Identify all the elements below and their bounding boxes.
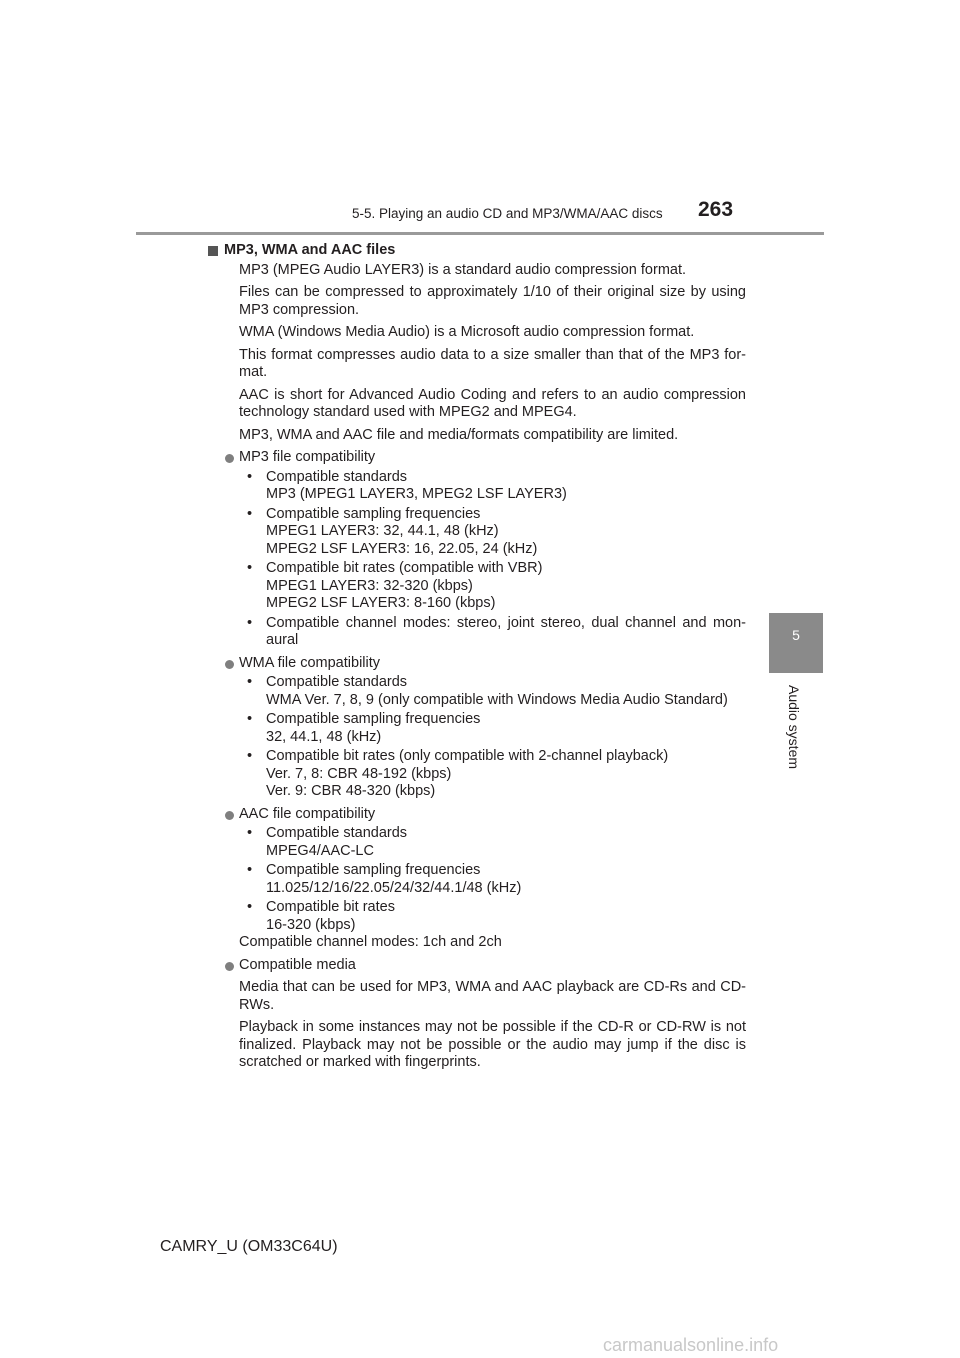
bullet-wma-compatibility [224, 655, 746, 673]
bullet-marker: • [247, 899, 253, 915]
chapter-title [784, 682, 804, 772]
bullet-marker: • [247, 674, 253, 690]
bullet-compatible-media [224, 957, 746, 975]
list-item-detail: MPEG4/AAC-LC [266, 842, 374, 859]
list-item [239, 560, 746, 613]
list-item-detail: WMA Ver. 7, 8, 9 (only compatible with Windows Media Audio Standard) [266, 691, 728, 708]
list-item-detail: MPEG2 LSF LAYER3: 16, 22.05, 24 (kHz) [266, 540, 538, 557]
paragraph: Files can be compressed to approximately 1/10 of their original size by using MP3 compression. [239, 284, 746, 318]
section-title: 5-5. Playing an audio CD and MP3/WMA/AAC discs [352, 206, 663, 221]
section-heading-text: MP3, WMA and AAC files [224, 242, 396, 258]
paragraph: Playback in some instances may not be possible if the CD-R or CD-RW is not finalized. Playback may not be possible or the audio may jump if the disc is scratched or marked with fingerprints. [239, 1019, 746, 1070]
list-item-label: Compatible bit rates (compatible with VBR) [266, 560, 543, 576]
bullet-marker: • [247, 505, 253, 522]
bullet-marker: • [247, 560, 253, 576]
channel-modes-note: Compatible channel modes: 1ch and 2ch [239, 934, 502, 950]
list-item-detail: 32, 44.1, 48 (kHz) [266, 728, 382, 745]
list-item [239, 674, 746, 709]
list-item-detail: 16-320 (kbps) [266, 916, 356, 933]
main-content [224, 242, 746, 1072]
bullet-title: MP3 file compatibility [239, 449, 376, 465]
circle-bullet-icon [225, 811, 234, 820]
circle-bullet-icon [225, 660, 234, 669]
chapter-title-text: Audio system [786, 684, 802, 770]
bullet-title: WMA file compatibility [239, 654, 381, 671]
list-item-detail: Ver. 9: CBR 48-320 (kbps) [266, 783, 436, 799]
bullet-marker: • [247, 748, 253, 764]
list-item-label: Compatible standards [266, 468, 408, 485]
list-item-detail: 11.025/12/16/22.05/24/32/44.1/48 (kHz) [266, 879, 522, 896]
list-item-label: Compatible bit rates (only compatible with 2-channel playback) [266, 748, 669, 764]
list-item [239, 615, 746, 650]
header-divider [136, 232, 824, 235]
list-item-label: Compatible sampling frequencies [266, 505, 481, 522]
list-item [239, 506, 746, 559]
bullet-title: AAC file compatibility [239, 805, 376, 822]
list-item-detail: MPEG2 LSF LAYER3: 8-160 (kbps) [266, 595, 496, 611]
section-heading [208, 242, 746, 260]
paragraph: AAC is short for Advanced Audio Coding and refers to an audio compression technology standard used with MPEG2 and MPEG4. [239, 386, 746, 420]
paragraph: WMA (Windows Media Audio) is a Microsoft audio compression format. [239, 324, 695, 340]
list-item-detail: MPEG1 LAYER3: 32-320 (kbps) [266, 577, 473, 594]
list-item [239, 711, 746, 746]
bullet-marker: • [247, 711, 253, 727]
list-item-detail: MP3 (MPEG1 LAYER3, MPEG2 LSF LAYER3) [266, 486, 567, 502]
bullet-mp3-compatibility [224, 449, 746, 467]
list-item [239, 748, 746, 801]
watermark: carmanualsonline.info [603, 1335, 779, 1355]
list-item-label: Compatible sampling frequencies [266, 711, 481, 727]
list-item-label: Compatible channel modes: stereo, joint stereo, dual channel and mon-aural [266, 614, 746, 648]
circle-bullet-icon [225, 962, 234, 971]
list-item [239, 825, 746, 860]
list-item [239, 899, 746, 934]
list-item-detail: MPEG1 LAYER3: 32, 44.1, 48 (kHz) [266, 523, 499, 539]
paragraph: MP3 (MPEG Audio LAYER3) is a standard audio compression format. [239, 261, 687, 278]
list-item-label: Compatible bit rates [266, 899, 395, 915]
footer-model-code: CAMRY_U (OM33C64U) [160, 1238, 338, 1255]
bullet-marker: • [247, 825, 253, 841]
paragraph: Media that can be used for MP3, WMA and AAC playback are CD-Rs and CD-RWs. [239, 979, 746, 1013]
list-item [239, 469, 746, 504]
chapter-number: 5 [792, 627, 800, 643]
bullet-marker: • [247, 862, 253, 878]
paragraph: This format compresses audio data to a size smaller than that of the MP3 for-mat. [239, 346, 746, 380]
bullet-title: Compatible media [239, 956, 356, 973]
page-number: 263 [698, 198, 734, 221]
bullet-marker: • [247, 468, 253, 485]
circle-bullet-icon [225, 454, 234, 463]
bullet-aac-compatibility [224, 806, 746, 824]
list-item [239, 862, 746, 897]
paragraph: MP3, WMA and AAC file and media/formats compatibility are limited. [239, 426, 679, 443]
chapter-tab [769, 613, 823, 673]
list-item-label: Compatible standards [266, 674, 408, 690]
square-bullet-icon [208, 246, 218, 256]
list-item-detail: Ver. 7, 8: CBR 48-192 (kbps) [266, 765, 452, 782]
bullet-marker: • [247, 614, 253, 631]
list-item-label: Compatible standards [266, 825, 408, 841]
list-item-label: Compatible sampling frequencies [266, 862, 481, 878]
